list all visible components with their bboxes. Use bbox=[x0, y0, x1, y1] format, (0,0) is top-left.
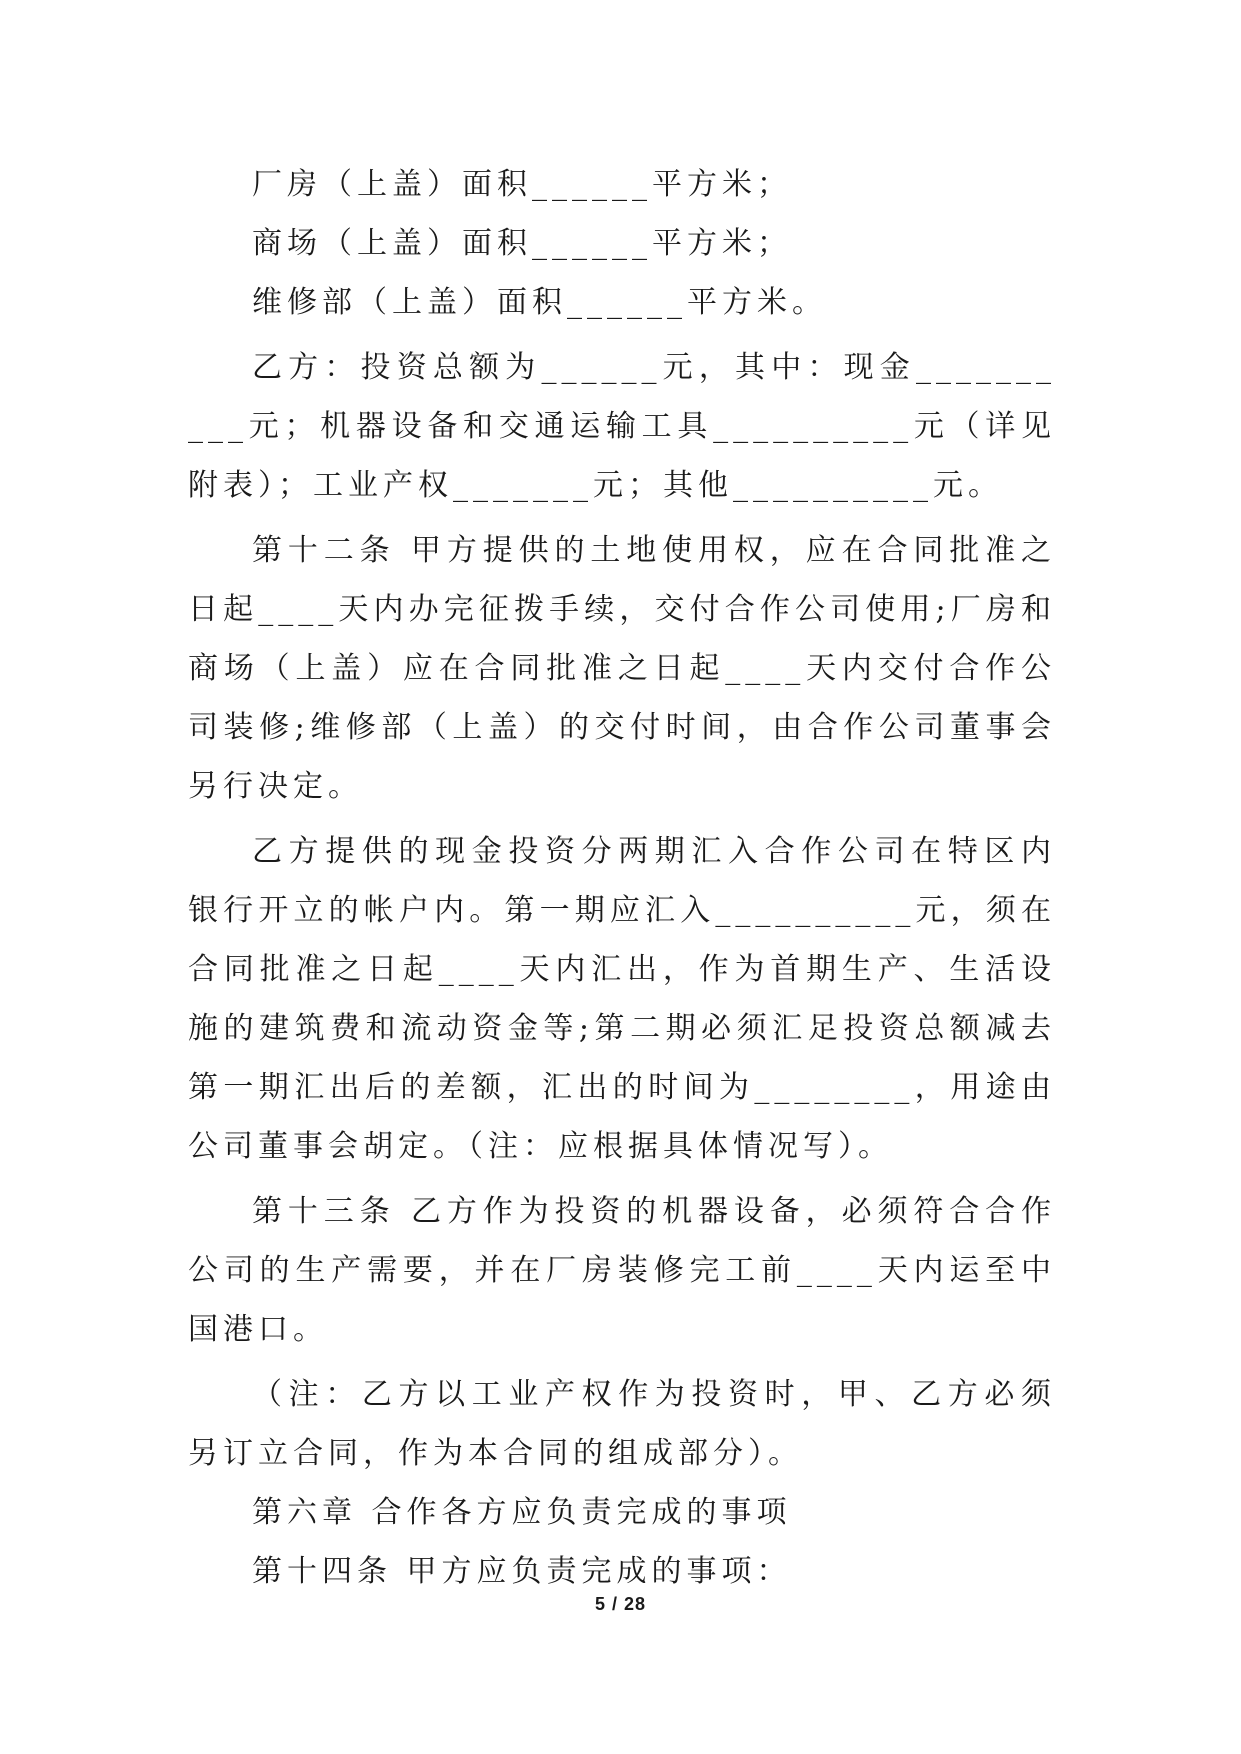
paragraph-note-industrial-property: （注：乙方以工业产权作为投资时，甲、乙方必须另订立合同，作为本合同的组成部分）。 bbox=[188, 1377, 1056, 1471]
paragraph-cash-investment: 乙方提供的现金投资分两期汇入合作公司在特区内银行开立的帐户内。第一期应汇入__________元，须在合同批准之日起____天内汇出，作为首期生产、生活设施的建筑费和流动资金等;第二期必须汇足投资总额减去第一期汇出后的差额，汇出的时间为________，用途由公司董事会胡定。（注：应根据具体情况写）。 bbox=[188, 834, 1056, 1164]
paragraph-article-12: 第十二条 甲方提供的土地使用权，应在合同批准之日起____天内办完征拨手续，交付合作公司使用;厂房和商场（上盖）应在合同批准之日起____天内交付合作公司装修;维修部（上盖）的交付时间，由合作公司董事会另行决定。 bbox=[188, 533, 1056, 804]
paragraph-factory-area: 厂房（上盖）面积______平方米； bbox=[252, 167, 792, 202]
chapter-6-heading: 第六章 合作各方应负责完成的事项 bbox=[252, 1495, 792, 1530]
paragraph-mall-area: 商场（上盖）面积______平方米； bbox=[252, 226, 792, 261]
paragraph-article-13: 第十三条 乙方作为投资的机器设备，必须符合合作公司的生产需要，并在厂房装修完工前____天内运至中国港口。 bbox=[188, 1194, 1056, 1347]
page-number: 5 / 28 bbox=[594, 1594, 647, 1614]
document-body bbox=[188, 155, 1056, 1601]
paragraph-party-b-investment: 乙方：投资总额为______元，其中：现金__________元；机器设备和交通运输工具__________元（详见附表）；工业产权_______元；其他__________元。 bbox=[188, 350, 1056, 503]
paragraph-article-14: 第十四条 甲方应负责完成的事项： bbox=[252, 1554, 792, 1589]
paragraph-repair-area: 维修部（上盖）面积______平方米。 bbox=[252, 285, 827, 320]
